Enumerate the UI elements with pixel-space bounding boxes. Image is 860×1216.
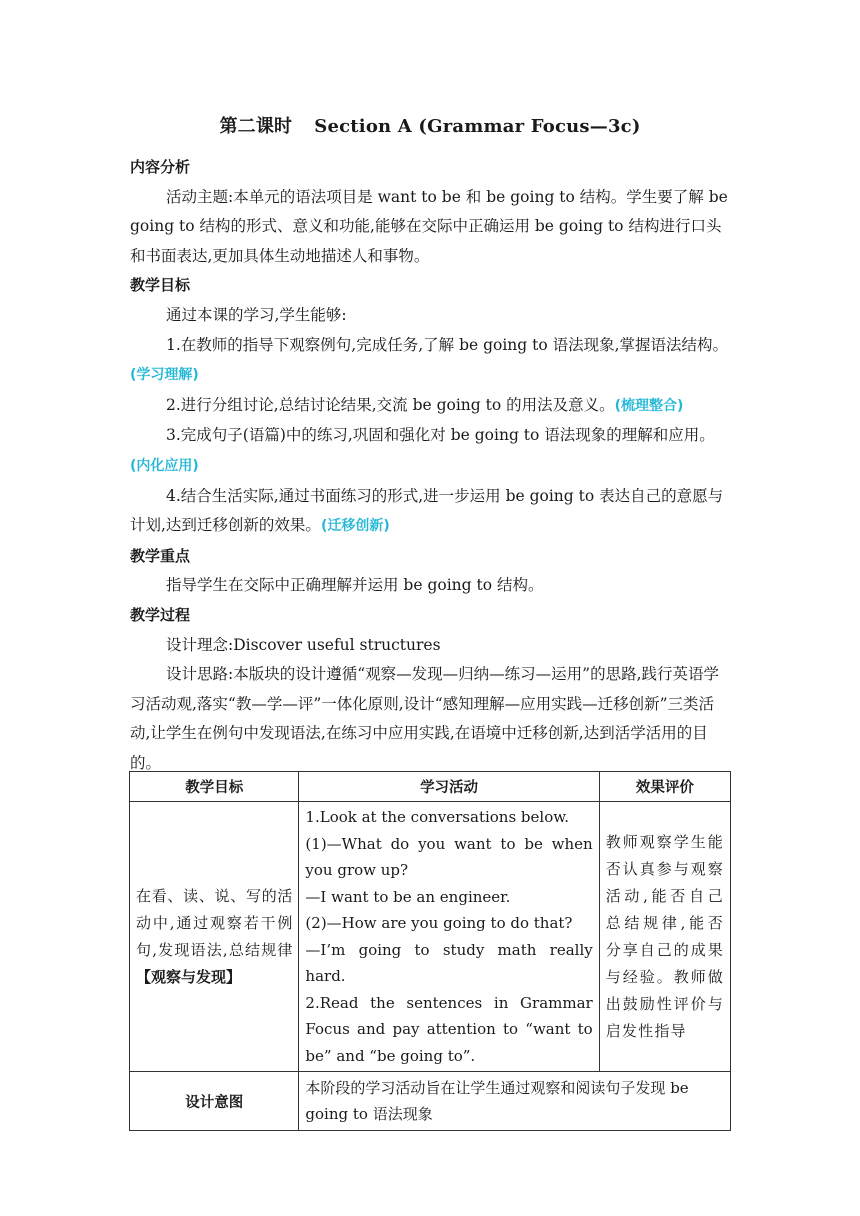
- design-intent-label: 设计意图: [130, 1072, 299, 1131]
- objective-item: 2.进行分组讨论,总结讨论结果,交流 be going to 的用法及意义。(梳理整合): [166, 395, 684, 414]
- objective-tag: (迁移创新): [320, 518, 390, 535]
- process-idea: 设计思路:本版块的设计遵循“观察—发现—归纳—练习—运用”的思路,践行英语学习活动观,落实“教—学—评”一体化原则,设计“感知理解—应用实践—迁移创新”三类活动,让学生在例句中发现语法,在练习中应用实践,在语境中迁移创新,达到活学活用的目的。: [130, 665, 719, 772]
- activity-line: (1)—What do you want to be when you grow up?: [305, 834, 593, 879]
- lesson-label: 第二课时: [219, 116, 293, 137]
- key-points-text: 指导学生在交际中正确理解并运用 be going to 结构。: [166, 576, 544, 595]
- objective-tag: (学习理解): [130, 367, 199, 384]
- table-header-cell: 效果评价: [599, 772, 730, 802]
- activity-line: (2)—How are you going to do that?: [305, 914, 573, 932]
- document-body: [130, 153, 731, 778]
- activity-line: —I’m going to study math really hard.: [305, 940, 593, 985]
- objective-tag: (梳理整合): [614, 397, 684, 414]
- design-intent-text: 本阶段的学习活动旨在让学生通过观察和阅读句子发现 be going to 语法现象: [299, 1072, 731, 1131]
- goal-emphasis: 【观察与发现】: [136, 967, 242, 986]
- objective-item: 3.完成句子(语篇)中的练习,巩固和强化对 be going to 语法现象的理解和应用。(内化应用): [130, 426, 715, 474]
- objective-item: 4.结合生活实际,通过书面练习的形式,进一步运用 be going to 表达自己的意愿与计划,达到迁移创新的效果。(迁移创新): [130, 486, 724, 535]
- objectives-intro: 通过本课的学习,学生能够:: [166, 305, 347, 324]
- goal-cell: 在看、读、说、写的活动中,通过观察若干例句,发现语法,总结规律【观察与发现】: [130, 802, 299, 1072]
- key-points-heading: 教学重点: [130, 546, 191, 565]
- activity-line: —I want to be an engineer.: [305, 887, 511, 906]
- section-label: Section A (Grammar Focus—3c): [314, 116, 641, 137]
- table-header-cell: 教学目标: [130, 772, 299, 802]
- teaching-plan-table: [129, 771, 731, 1131]
- process-heading: 教学过程: [130, 605, 191, 624]
- activity-line: 1.Look at the conversations below.: [305, 808, 570, 826]
- objectives-heading: 教学目标: [130, 276, 191, 295]
- objective-tag: (内化应用): [130, 457, 199, 474]
- activity-line: 2.Read the sentences in Grammar Focus and pay attention to “want to be” and “be going to”.: [305, 993, 593, 1065]
- table-header-row: [130, 772, 731, 802]
- content-analysis-paragraph: 活动主题:本单元的语法项目是 want to be 和 be going to 结构。学生要了解 be going to 结构的形式、意义和功能,能够在交际中正确运用 be going to 结构进行口头和书面表达,更加具体生动地描述人和事物。: [130, 187, 728, 265]
- page-title: [0, 112, 860, 138]
- table-header-cell: 学习活动: [299, 772, 599, 802]
- process-concept: 设计理念:Discover useful structures: [166, 635, 441, 654]
- activities-cell: [299, 802, 599, 1072]
- table-row: [130, 802, 731, 1072]
- evaluation-cell: 教师观察学生能否认真参与观察活动,能否自己总结规律,能否分享自己的成果与经验。教师做出鼓励性评价与启发性指导: [599, 802, 730, 1072]
- content-analysis-heading: 内容分析: [130, 158, 191, 176]
- objective-item: 1.在教师的指导下观察例句,完成任务,了解 be going to 语法现象,掌握语法结构。(学习理解): [130, 335, 729, 384]
- table-row: [130, 1072, 731, 1131]
